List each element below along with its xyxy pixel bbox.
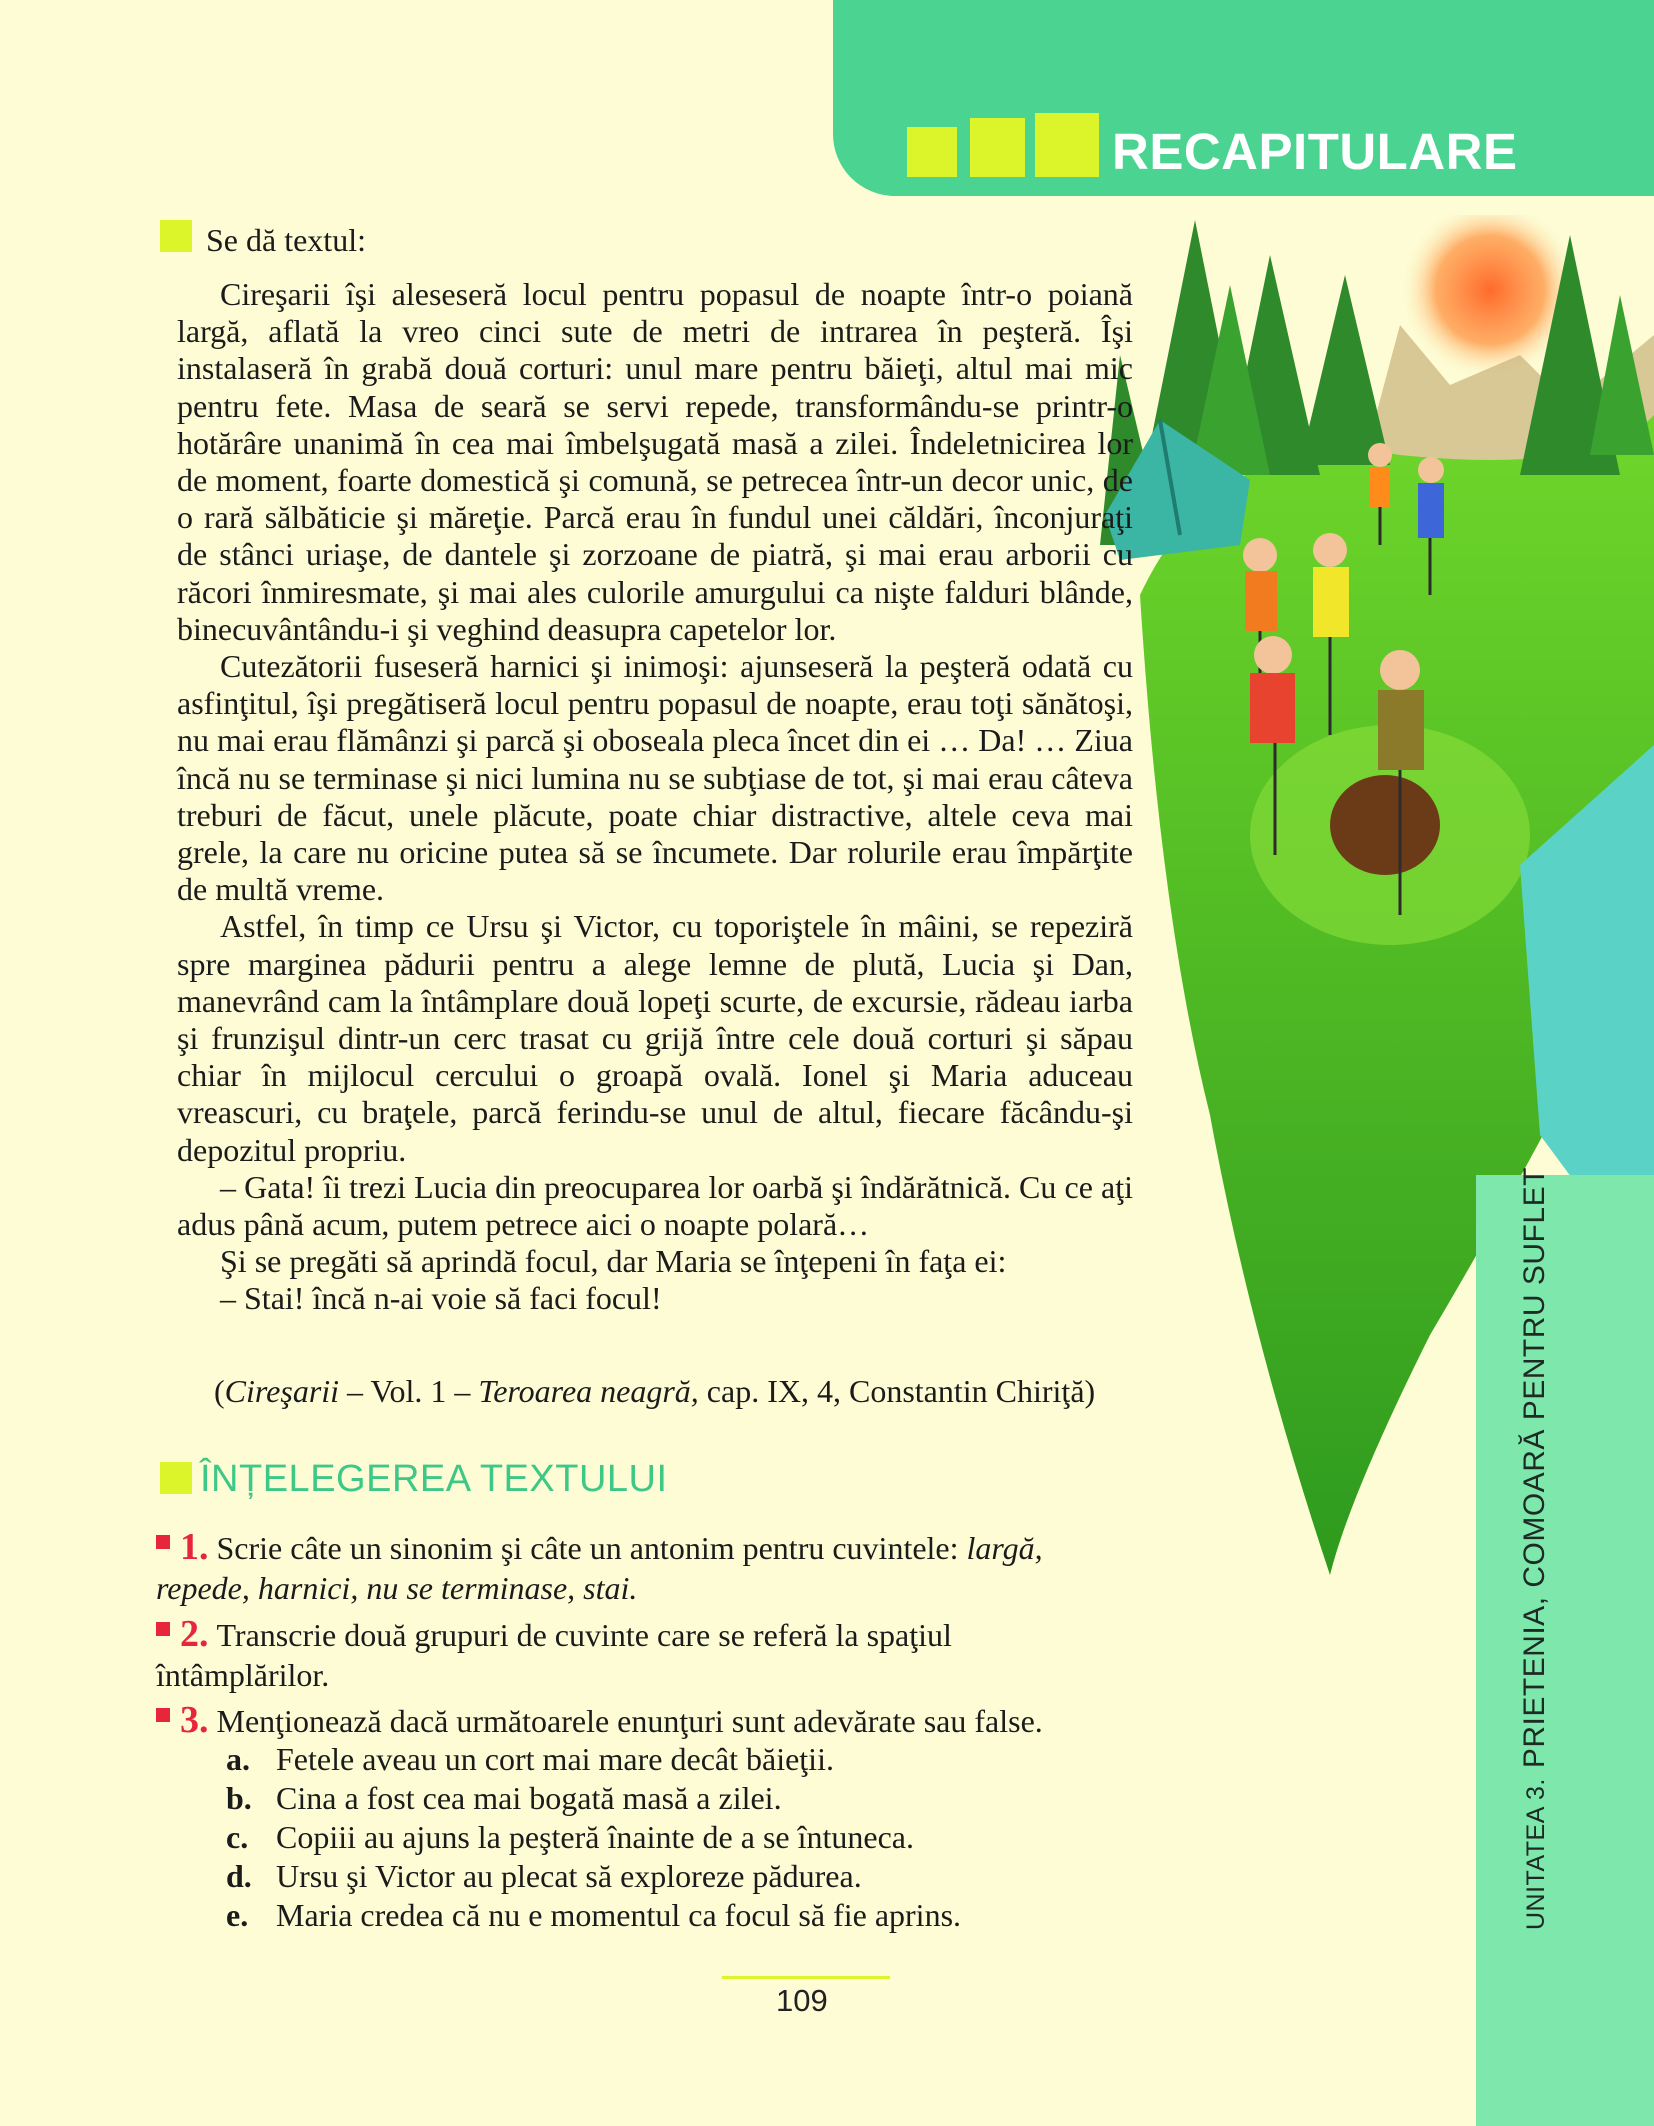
option-row	[226, 1740, 961, 1779]
option-text: Copiii au ajuns la peşteră înainte de a se întuneca.	[276, 1819, 914, 1855]
question-text: Transcrie două grupuri de cuvinte care se referă la spaţiul întâmplărilor.	[156, 1617, 952, 1693]
passage-paragraph-4: – Gata! îi trezi Lucia din preocuparea lor oarbă şi îndărătnică. Cu ce aţi adus până acum, putem petrece aici o noapte polară…	[177, 1168, 1133, 1243]
passage-paragraph-1: Cireşarii îşi aleseseră locul pentru popasul de noapte într-o poiană largă, aflată la vreo cinci sute de metri de intrarea în peşteră. Îşi instalaseră în grabă două corturi: unul mare pentru băieţi, altul mai mic pentru fete. Masa de seară se servi repede, transformându-se printr-o hotărâre unanimă în cea mai îmbelşugată masă a zilei. Îndeletnicirea lor de moment, foarte domestică şi comună, se petrecea într-un decor unic, de o rară sălbăticie şi măreţie. Parcă erau în fundul unei căldări, înconjuraţi de stânci uriaşe, de dantele şi zorzoane de piatră, şi mai erau arborii cu răcori înmiresmate, şi mai ales culorile amurgului ca nişte falduri blânde, binecuvântându-i şi veghind deasupra capetelor lor.	[177, 276, 1133, 647]
option-row	[226, 1779, 961, 1818]
header-square-medium	[970, 118, 1025, 177]
source-open-paren: (	[214, 1373, 225, 1409]
source-volume: – Vol. 1 –	[339, 1373, 479, 1409]
unit-number: UNITATEA 3.	[1522, 1778, 1550, 1930]
passage-paragraph-5: Şi se pregăti să aprindă focul, dar Maria se înţepeni în faţa ei:	[220, 1243, 1007, 1280]
unit-side-label	[1518, 1167, 1552, 1930]
question-3	[156, 1700, 1132, 1741]
text-passage	[177, 276, 1133, 1318]
option-letter: c.	[226, 1819, 249, 1855]
passage-paragraph-3: Astfel, în timp ce Ursu şi Victor, cu toporiştele în mâini, se repeziră spre marginea pădurii pentru a alege lemne de plută, Lucia şi Dan, manevrând cam la întâmplare două lopeţi scurte, de excursie, rădeau iarba şi frunzişul dintr-un cerc trasat cu grijă între cele două corturi şi săpau chiar în mijlocul cercului o groapă ovală. Ionel şi Maria aduceau vreascuri, cu braţele, parcă ferindu-se unul de altul, fiecare făcându-şi depozitul propriu.	[177, 908, 1133, 1168]
question-marker	[156, 1708, 170, 1722]
section-bullet-square	[160, 1462, 192, 1494]
intro-bullet-square	[160, 220, 192, 252]
option-letter: b.	[226, 1780, 252, 1816]
option-text: Fetele aveau un cort mai mare decât băieţii.	[276, 1741, 834, 1777]
intro-label: Se dă textul:	[206, 222, 366, 258]
option-letter: a.	[226, 1741, 250, 1777]
source-part: Teroarea neagră,	[478, 1373, 699, 1409]
option-text: Cina a fost cea mai bogată masă a zilei.	[276, 1780, 782, 1816]
section-title: ÎNȚELEGEREA TEXTULUI	[200, 1458, 668, 1500]
passage-paragraph-2: Cutezătorii fuseseră harnici şi inimoşi: ajunseseră la peşteră odată cu asfinţitul, îşi pregătiseră locul pentru popasul de noapte, erau toţi sănătoşi, nu mai erau flămânzi şi parcă şi oboseala pleca încet din ei … Da! … Ziua încă nu se terminase şi nici lumina nu se subţiase de tot, şi mai erau câteva treburi de făcut, unele plăcute, poate chiar distractive, altele ceva mai grele, la care nu oricine putea să se încumete. Dar rolurile erau împărţite de multă vreme.	[177, 648, 1133, 908]
source-citation	[214, 1373, 1095, 1410]
question-marker	[156, 1622, 170, 1636]
question-number: 3.	[180, 1699, 209, 1741]
question-number: 2.	[180, 1613, 209, 1655]
question-words: largă, repede, harnici, nu se terminase, stai.	[156, 1530, 1043, 1606]
question-1	[156, 1527, 1132, 1608]
option-text: Ursu şi Victor au plecat să exploreze pădurea.	[276, 1858, 862, 1894]
source-book: Cireşarii	[224, 1373, 340, 1409]
unit-side-strip	[1476, 1175, 1654, 2126]
true-false-options	[226, 1740, 961, 1935]
source-rest: cap. IX, 4, Constantin Chiriţă)	[698, 1373, 1096, 1409]
option-letter: e.	[226, 1897, 249, 1933]
question-text: Scrie câte un sinonim şi câte un antonim pentru cuvintele:	[216, 1530, 967, 1566]
footer-divider	[722, 1976, 890, 1979]
option-text: Maria credea că nu e momentul ca focul să fie aprins.	[276, 1897, 962, 1933]
header-square-large	[1035, 113, 1099, 177]
option-row	[226, 1818, 961, 1857]
passage-paragraph-6: – Stai! încă n-ai voie să faci focul!	[220, 1280, 662, 1317]
unit-title: PRIETENIA, COMOARĂ PENTRU SUFLET	[1518, 1167, 1551, 1769]
question-number: 1.	[180, 1526, 209, 1568]
question-2	[156, 1614, 1132, 1695]
header-title: RECAPITULARE	[1112, 123, 1518, 180]
question-text: Menţionează dacă următoarele enunţuri sunt adevărate sau false.	[216, 1703, 1043, 1739]
option-letter: d.	[226, 1858, 252, 1894]
header-square-small	[907, 127, 957, 177]
page-number: 109	[776, 1983, 828, 2018]
option-row	[226, 1896, 961, 1935]
option-row	[226, 1857, 961, 1896]
question-marker	[156, 1535, 170, 1549]
